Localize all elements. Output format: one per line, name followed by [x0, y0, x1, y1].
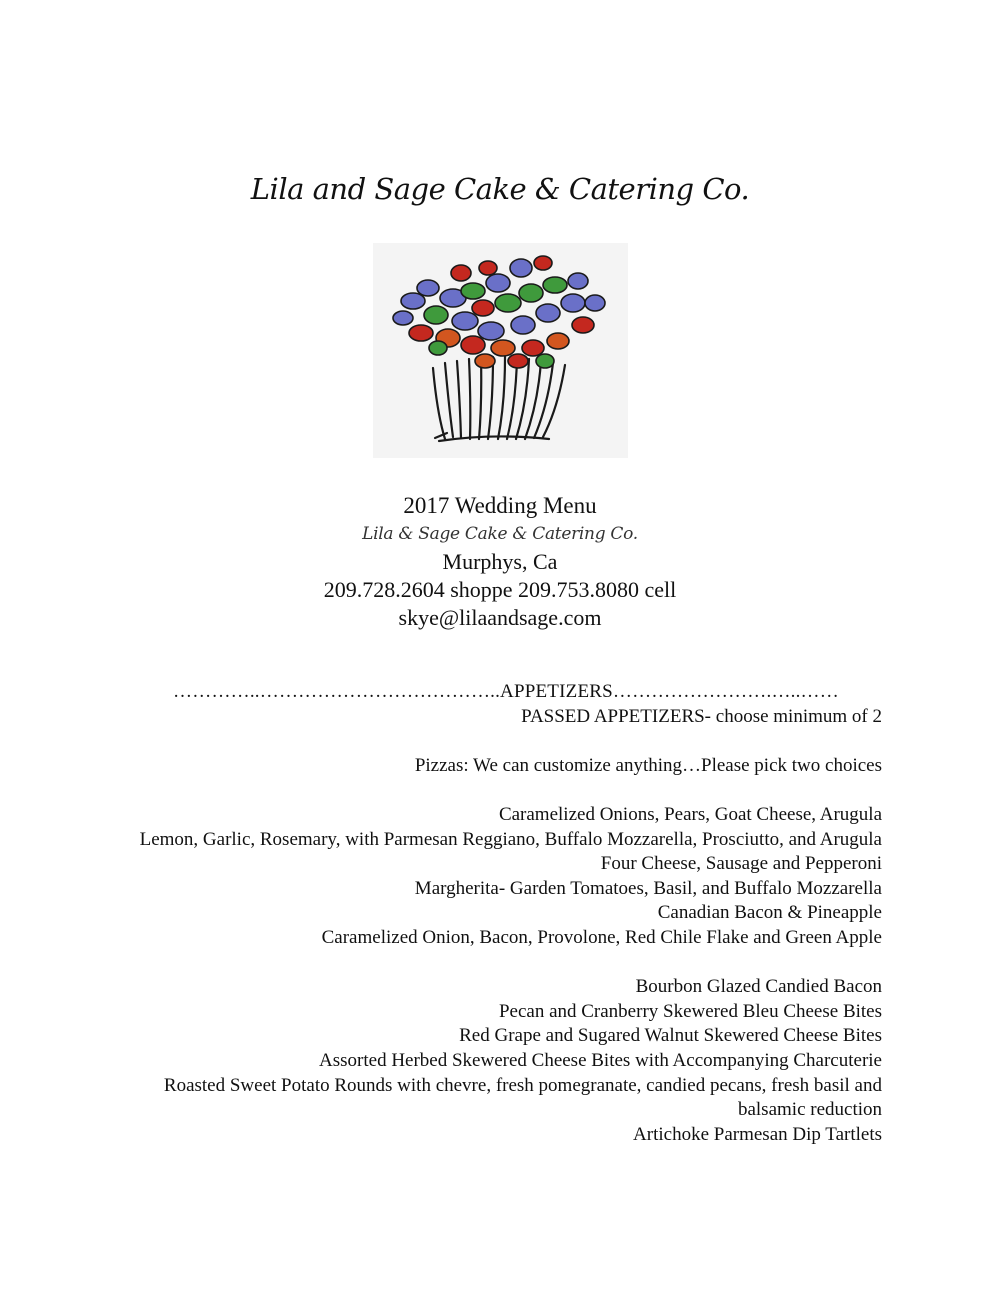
list-item: Roasted Sweet Potato Rounds with chevre, fresh pomegranate, candied pecans, fresh basil and balsamic reduction — [163, 1074, 882, 1121]
appetizers-section — [130, 680, 882, 1147]
list-item: Bourbon Glazed Candied Bacon — [635, 976, 882, 998]
appetizers-divider: …………..………………………………..APPETIZERS…………………….…..…… — [173, 681, 839, 702]
list-item: Caramelized Onions, Pears, Goat Cheese, Arugula — [498, 803, 882, 825]
phone-numbers: 209.728.2604 shoppe 209.753.8080 cell — [323, 577, 677, 602]
list-item: Margherita- Garden Tomatoes, Basil, and Buffalo Mozzarella — [414, 877, 882, 899]
flower-bouquet-illustration — [373, 243, 628, 458]
list-item: Four Cheese, Sausage and Pepperoni — [600, 853, 882, 875]
flower-bouquet-icon — [373, 243, 628, 458]
menu-title: 2017 Wedding Menu — [403, 493, 597, 518]
contact-block — [0, 492, 1000, 632]
list-item: Canadian Bacon & Pineapple — [657, 902, 882, 924]
list-item: Caramelized Onion, Bacon, Provolone, Red Chile Flake and Green Apple — [321, 926, 882, 948]
list-item: Artichoke Parmesan Dip Tartlets — [633, 1123, 882, 1145]
company-name-script: Lila & Sage Cake & Catering Co. — [362, 524, 638, 544]
email-address: skye@lilaandsage.com — [398, 605, 602, 630]
passed-appetizers-heading: PASSED APPETIZERS- choose minimum of 2 — [521, 705, 882, 727]
list-item: Lemon, Garlic, Rosemary, with Parmesan Reggiano, Buffalo Mozzarella, Prosciutto, and Arugula — [139, 828, 882, 850]
list-item: Red Grape and Sugared Walnut Skewered Cheese Bites — [459, 1025, 882, 1047]
bites-list — [130, 975, 882, 1147]
page-title: Lila and Sage Cake & Catering Co. — [250, 172, 750, 206]
pizza-list — [130, 803, 882, 951]
list-item: Assorted Herbed Skewered Cheese Bites with Accompanying Charcuterie — [319, 1049, 882, 1071]
pizza-note: Pizzas: We can customize anything…Please pick two choices — [414, 754, 882, 776]
list-item: Pecan and Cranberry Skewered Bleu Cheese Bites — [498, 1000, 882, 1022]
location: Murphys, Ca — [442, 549, 558, 574]
